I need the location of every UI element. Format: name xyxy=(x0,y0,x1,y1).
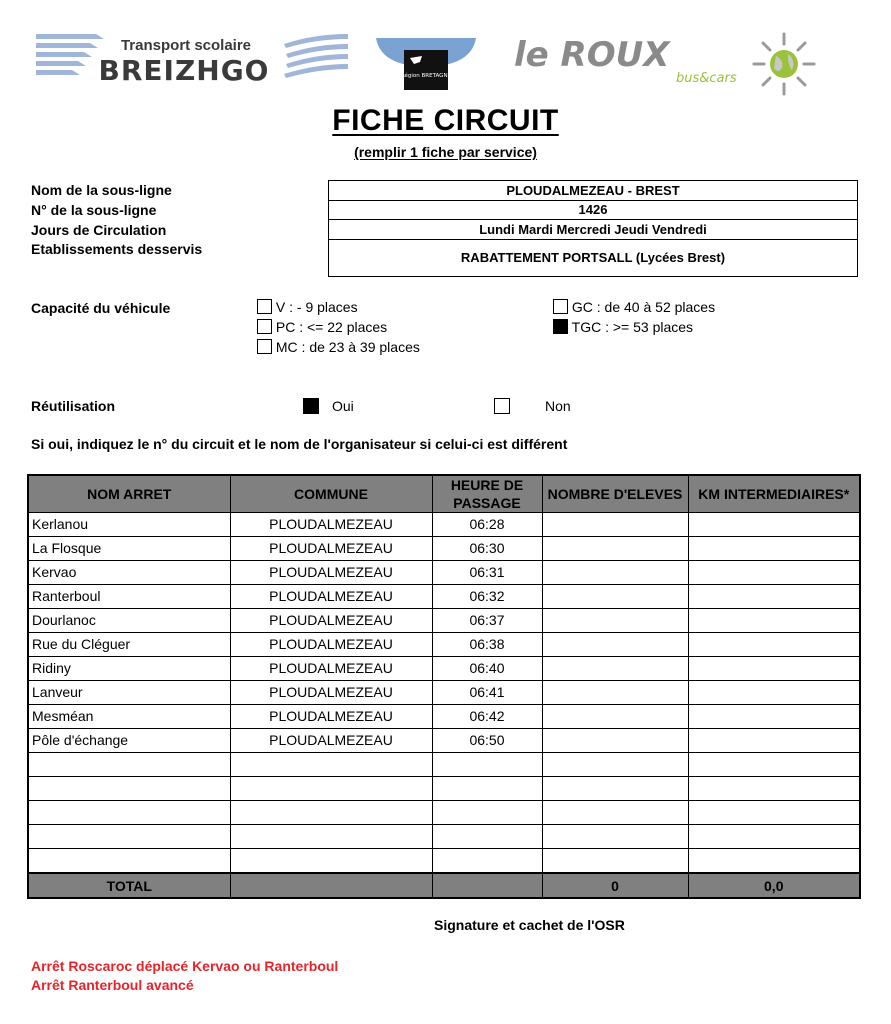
cell-heure xyxy=(432,849,542,874)
cell-nom-arret xyxy=(28,777,230,801)
header-nom-arret: NOM ARRET xyxy=(28,475,230,513)
table-row xyxy=(28,729,860,753)
cell-commune xyxy=(230,825,432,849)
total-km: 0,0 xyxy=(688,873,860,898)
table-row xyxy=(28,537,860,561)
region-label: Région BRETAGNE xyxy=(400,73,452,79)
table-row xyxy=(28,657,860,681)
le-roux-logo xyxy=(512,30,824,96)
signature-label: Signature et cachet de l'OSR xyxy=(434,917,625,933)
cell-km xyxy=(688,825,860,849)
cell-eleves xyxy=(542,825,688,849)
option-tgc[interactable] xyxy=(553,319,693,335)
le-roux-subtitle: bus&cars xyxy=(676,71,737,86)
cell-heure xyxy=(432,825,542,849)
checkbox-mc[interactable] xyxy=(257,339,272,354)
cell-heure: 06:31 xyxy=(432,561,542,585)
cell-km xyxy=(688,801,860,825)
label-etablissements: Etablissements desservis xyxy=(31,241,203,257)
option-tgc-label: TGC : >= 53 places xyxy=(571,319,694,335)
value-numero-sous-ligne: 1426 xyxy=(329,201,857,220)
checkbox-pc[interactable] xyxy=(257,319,272,334)
table-row xyxy=(28,849,860,874)
cell-heure xyxy=(432,801,542,825)
cell-nom-arret: La Flosque xyxy=(28,537,230,561)
total-eleves: 0 xyxy=(542,873,688,898)
table-row xyxy=(28,825,860,849)
label-oui: Oui xyxy=(332,398,354,414)
header-heure-passage: HEURE DE PASSAGE xyxy=(432,475,542,513)
cell-commune xyxy=(230,801,432,825)
cell-km xyxy=(688,705,860,729)
cell-heure: 06:50 xyxy=(432,729,542,753)
table-row xyxy=(28,705,860,729)
table-row xyxy=(28,609,860,633)
cell-eleves xyxy=(542,705,688,729)
label-capacite: Capacité du véhicule xyxy=(31,300,171,316)
cell-commune: PLOUDALMEZEAU xyxy=(230,729,432,753)
cell-km xyxy=(688,537,860,561)
table-row xyxy=(28,585,860,609)
checkbox-oui[interactable] xyxy=(303,398,319,414)
cell-commune: PLOUDALMEZEAU xyxy=(230,681,432,705)
table-row xyxy=(28,753,860,777)
value-jours-circulation: Lundi Mardi Mercredi Jeudi Vendredi xyxy=(329,220,857,240)
checkbox-v[interactable] xyxy=(257,299,272,314)
cell-km xyxy=(688,729,860,753)
cell-commune: PLOUDALMEZEAU xyxy=(230,705,432,729)
cell-commune: PLOUDALMEZEAU xyxy=(230,585,432,609)
option-v-label: V : - 9 places xyxy=(275,299,358,315)
cell-eleves xyxy=(542,513,688,537)
cell-km xyxy=(688,585,860,609)
cell-eleves xyxy=(542,777,688,801)
option-gc-label: GC : de 40 à 52 places xyxy=(571,299,716,315)
total-empty xyxy=(432,873,542,898)
checkbox-gc[interactable] xyxy=(553,299,568,314)
table-row xyxy=(28,561,860,585)
cell-commune: PLOUDALMEZEAU xyxy=(230,513,432,537)
value-nom-sous-ligne: PLOUDALMEZEAU - BREST xyxy=(329,181,857,201)
option-v[interactable] xyxy=(257,299,358,315)
option-mc-label: MC : de 23 à 39 places xyxy=(275,339,420,355)
header-km-intermediaires: KM INTERMEDIAIRES* xyxy=(688,475,860,513)
note-line-1: Arrêt Roscaroc déplacé Kervao ou Ranterboul xyxy=(31,958,339,974)
cell-nom-arret: Mesméan xyxy=(28,705,230,729)
cell-nom-arret xyxy=(28,849,230,874)
cell-heure: 06:42 xyxy=(432,705,542,729)
total-row xyxy=(28,873,860,898)
label-numero-sous-ligne: N° de la sous-ligne xyxy=(31,202,157,218)
region-bretagne-logo xyxy=(374,36,478,92)
cell-heure xyxy=(432,753,542,777)
cell-heure: 06:30 xyxy=(432,537,542,561)
cell-eleves xyxy=(542,729,688,753)
option-gc[interactable] xyxy=(553,299,715,315)
cell-heure: 06:32 xyxy=(432,585,542,609)
cell-heure: 06:28 xyxy=(432,513,542,537)
table-row xyxy=(28,513,860,537)
table-row xyxy=(28,681,860,705)
option-pc-label: PC : <= 22 places xyxy=(275,319,388,335)
cell-eleves xyxy=(542,537,688,561)
note-line-2: Arrêt Ranterboul avancé xyxy=(31,977,194,993)
table-row xyxy=(28,633,860,657)
cell-heure: 06:38 xyxy=(432,633,542,657)
cell-nom-arret xyxy=(28,801,230,825)
cell-nom-arret: Ridiny xyxy=(28,657,230,681)
cell-commune: PLOUDALMEZEAU xyxy=(230,633,432,657)
cell-km xyxy=(688,777,860,801)
header-commune: COMMUNE xyxy=(230,475,432,513)
cell-commune: PLOUDALMEZEAU xyxy=(230,657,432,681)
sun-globe-icon xyxy=(754,34,814,94)
cell-eleves xyxy=(542,609,688,633)
header-nombre-eleves: NOMBRE D'ELEVES xyxy=(542,475,688,513)
cell-commune xyxy=(230,849,432,874)
label-jours-circulation: Jours de Circulation xyxy=(31,222,167,238)
cell-commune: PLOUDALMEZEAU xyxy=(230,561,432,585)
label-nom-sous-ligne: Nom de la sous-ligne xyxy=(31,182,172,198)
cell-heure xyxy=(432,777,542,801)
cell-km xyxy=(688,657,860,681)
cell-km xyxy=(688,753,860,777)
cell-commune xyxy=(230,777,432,801)
label-non: Non xyxy=(545,398,571,414)
cell-eleves xyxy=(542,561,688,585)
cell-eleves xyxy=(542,633,688,657)
le-roux-wordmark: le ROUX xyxy=(514,35,670,75)
cell-eleves xyxy=(542,753,688,777)
cell-eleves xyxy=(542,585,688,609)
cell-km xyxy=(688,681,860,705)
info-box xyxy=(328,180,858,277)
cell-km xyxy=(688,849,860,874)
cell-heure: 06:41 xyxy=(432,681,542,705)
cell-km xyxy=(688,609,860,633)
cell-km xyxy=(688,561,860,585)
label-reutilisation: Réutilisation xyxy=(31,398,116,414)
cell-nom-arret: Rue du Cléguer xyxy=(28,633,230,657)
cell-nom-arret: Dourlanoc xyxy=(28,609,230,633)
option-mc[interactable] xyxy=(257,339,420,355)
table-row xyxy=(28,801,860,825)
cell-eleves xyxy=(542,657,688,681)
cell-nom-arret: Lanveur xyxy=(28,681,230,705)
breizhgo-logo xyxy=(34,30,350,88)
checkbox-non[interactable] xyxy=(494,398,510,414)
cell-heure: 06:37 xyxy=(432,609,542,633)
stops-table xyxy=(27,474,861,899)
cell-km xyxy=(688,513,860,537)
table-row xyxy=(28,777,860,801)
cell-nom-arret: Kerlanou xyxy=(28,513,230,537)
cell-nom-arret: Kervao xyxy=(28,561,230,585)
cell-commune: PLOUDALMEZEAU xyxy=(230,609,432,633)
value-etablissements: RABATTEMENT PORTSALL (Lycées Brest) xyxy=(460,250,726,265)
breizhgo-tagline: Transport scolaire xyxy=(120,37,252,54)
table-header-row xyxy=(28,475,860,513)
total-label: TOTAL xyxy=(28,873,230,898)
cell-nom-arret: Pôle d'échange xyxy=(28,729,230,753)
checkbox-tgc[interactable] xyxy=(553,319,568,334)
page-subtitle: (remplir 1 fiche par service) xyxy=(354,144,537,160)
cell-nom-arret xyxy=(28,753,230,777)
cell-nom-arret: Ranterboul xyxy=(28,585,230,609)
breizhgo-wordmark: BREIZHGO xyxy=(98,54,270,87)
cell-nom-arret xyxy=(28,825,230,849)
cell-eleves xyxy=(542,801,688,825)
cell-eleves xyxy=(542,681,688,705)
option-pc[interactable] xyxy=(257,319,387,335)
cell-eleves xyxy=(542,849,688,874)
page-title: FICHE CIRCUIT xyxy=(332,104,559,137)
cell-commune: PLOUDALMEZEAU xyxy=(230,537,432,561)
cell-commune xyxy=(230,753,432,777)
reuse-instruction: Si oui, indiquez le n° du circuit et le nom de l'organisateur si celui-ci est différent xyxy=(31,436,568,452)
cell-heure: 06:40 xyxy=(432,657,542,681)
cell-km xyxy=(688,633,860,657)
total-empty xyxy=(230,873,432,898)
